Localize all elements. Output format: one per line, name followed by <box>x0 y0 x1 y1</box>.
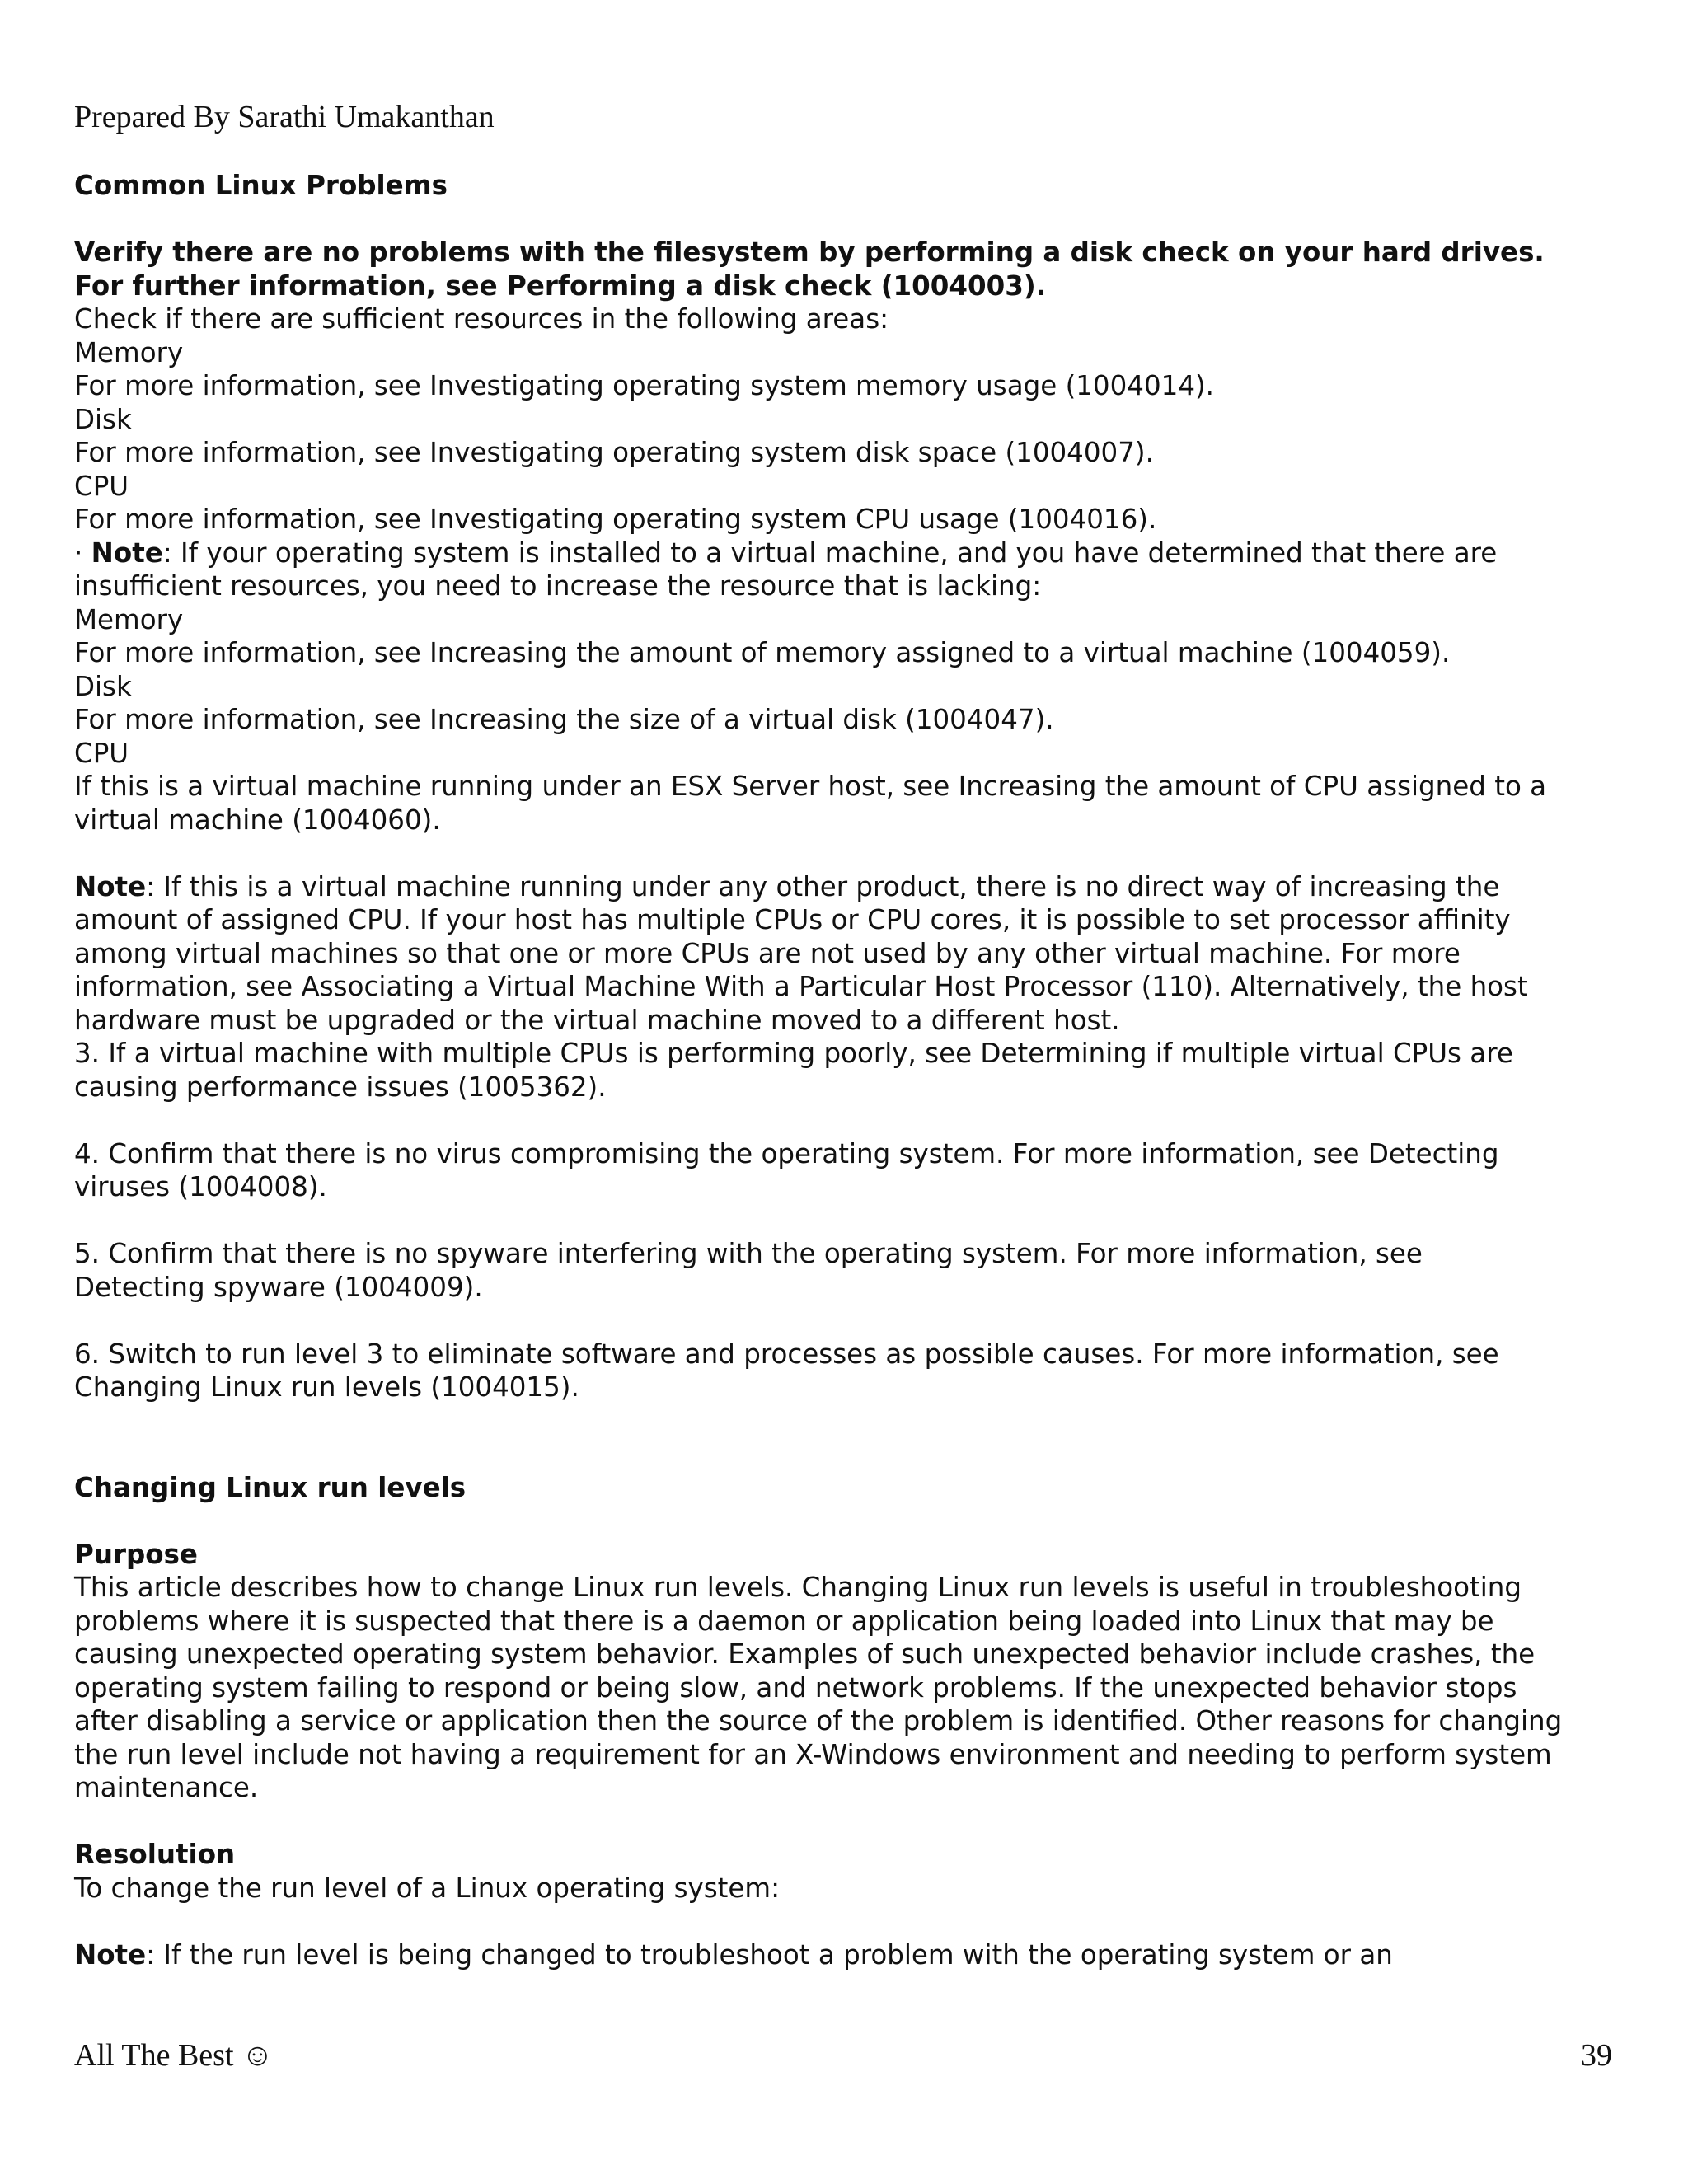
purpose-line: maintenance. <box>74 1772 259 1803</box>
vm-disk-info-line: For more information, see Increasing the size of a virtual disk (1004047). <box>74 704 1054 735</box>
vm-cpu-label: CPU <box>74 737 129 769</box>
cpu-label: CPU <box>74 470 129 502</box>
prepared-by-text: Prepared By Sarathi Umakanthan <box>74 100 495 134</box>
cpu-info-line: For more information, see Investigating operating system CPU usage (1004016). <box>74 504 1157 535</box>
item5-line-2: Detecting spyware (1004009). <box>74 1271 483 1303</box>
vm-disk-label: Disk <box>74 670 132 702</box>
memory-info-line: For more information, see Investigating operating system memory usage (1004014). <box>74 370 1215 401</box>
purpose-line: This article describes how to change Linux run levels. Changing Linux run levels is useful in troubleshooting <box>74 1572 1522 1603</box>
item6-line-1: 6. Switch to run level 3 to eliminate software and processes as possible causes. For more information, see <box>74 1338 1499 1370</box>
page-header <box>74 97 495 137</box>
purpose-line: causing unexpected operating system behavior. Examples of such unexpected behavior include crashes, the <box>74 1638 1536 1670</box>
vm-cpu-line-2: virtual machine (1004060). <box>74 804 441 836</box>
vm-cpu-line-1: If this is a virtual machine running under an ESX Server host, see Increasing the amount of CPU assigned to a <box>74 771 1547 802</box>
disk-label: Disk <box>74 403 132 435</box>
item6-line-2: Changing Linux run levels (1004015). <box>74 1371 579 1403</box>
note-label: Note <box>91 537 163 569</box>
resolution-note-line <box>74 1938 1624 1972</box>
resolution-heading: Resolution <box>74 1839 236 1870</box>
note-label: Note <box>74 1938 147 1971</box>
page-number: 39 <box>1581 2038 1612 2073</box>
intro-bold-line-2: For further information, see Performing a disk check (1004003). <box>74 269 1047 302</box>
page-footer-left <box>74 2036 274 2075</box>
note1-line-2: insufficient resources, you need to increase the resource that is lacking: <box>74 570 1042 602</box>
note2-line-4: information, see Associating a Virtual Machine With a Particular Host Processor (110). Alternatively, the host <box>74 971 1528 1002</box>
vm-memory-info-line: For more information, see Increasing the amount of memory assigned to a virtual machine (1004059). <box>74 637 1451 668</box>
note2-text: : If this is a virtual machine running under any other product, there is no direct way of increasing the <box>146 870 1500 902</box>
purpose-line: problems where it is suspected that there is a daemon or application being loaded into Linux that may be <box>74 1605 1494 1637</box>
purpose-line: operating system failing to respond or being slow, and network problems. If the unexpected behavior stops <box>74 1671 1517 1704</box>
item3-line-2: causing performance issues (1005362). <box>74 1071 607 1103</box>
resolution-note-text: : If the run level is being changed to troubleshoot a problem with the operating system or an <box>146 1938 1393 1971</box>
purpose-line: the run level include not having a requirement for an X-Windows environment and needing to perform system <box>74 1738 1552 1770</box>
memory-label: Memory <box>74 336 184 368</box>
purpose-heading: Purpose <box>74 1538 198 1570</box>
item3-line-1: 3. If a virtual machine with multiple CPUs is performing poorly, see Determining if multiple virtual CPUs are <box>74 1038 1513 1069</box>
note2-line-5: hardware must be upgraded or the virtual machine moved to a different host. <box>74 1004 1120 1036</box>
resolution-text: To change the run level of a Linux operating system: <box>74 1872 781 1904</box>
note-label: Note <box>74 870 147 902</box>
purpose-line: after disabling a service or application then the source of the problem is identified. Other reasons for changing <box>74 1705 1563 1736</box>
note1-line-1 <box>74 537 1624 570</box>
note2-line-3: among virtual machines so that one or more CPUs are not used by any other virtual machine. For more <box>74 937 1461 969</box>
page-footer-right <box>1581 2036 1612 2075</box>
section-title-changing-run-levels: Changing Linux run levels <box>74 1471 467 1503</box>
footer-text: All The Best ☺ <box>74 2038 274 2073</box>
check-resources-line: Check if there are sufficient resources in the following areas: <box>74 303 889 335</box>
note-bullet: · <box>74 537 91 569</box>
item5-line-1: 5. Confirm that there is no spyware interfering with the operating system. For more information, see <box>74 1238 1423 1269</box>
section-title-common-linux-problems: Common Linux Problems <box>74 170 448 201</box>
item4-line-1: 4. Confirm that there is no virus compromising the operating system. For more information, see Detecting <box>74 1137 1499 1169</box>
note2-line-2: amount of assigned CPU. If your host has multiple CPUs or CPU cores, it is possible to set processor affinity <box>74 904 1511 935</box>
note2-line-1 <box>74 870 1624 904</box>
vm-memory-label: Memory <box>74 603 184 635</box>
note1-text: : If your operating system is installed to a virtual machine, and you have determined that there are <box>162 537 1498 569</box>
intro-bold-line-1: Verify there are no problems with the filesystem by performing a disk check on your hard drives. <box>74 237 1545 268</box>
document-body <box>74 169 1624 1971</box>
item4-line-2: viruses (1004008). <box>74 1171 327 1202</box>
disk-info-line: For more information, see Investigating operating system disk space (1004007). <box>74 437 1154 468</box>
